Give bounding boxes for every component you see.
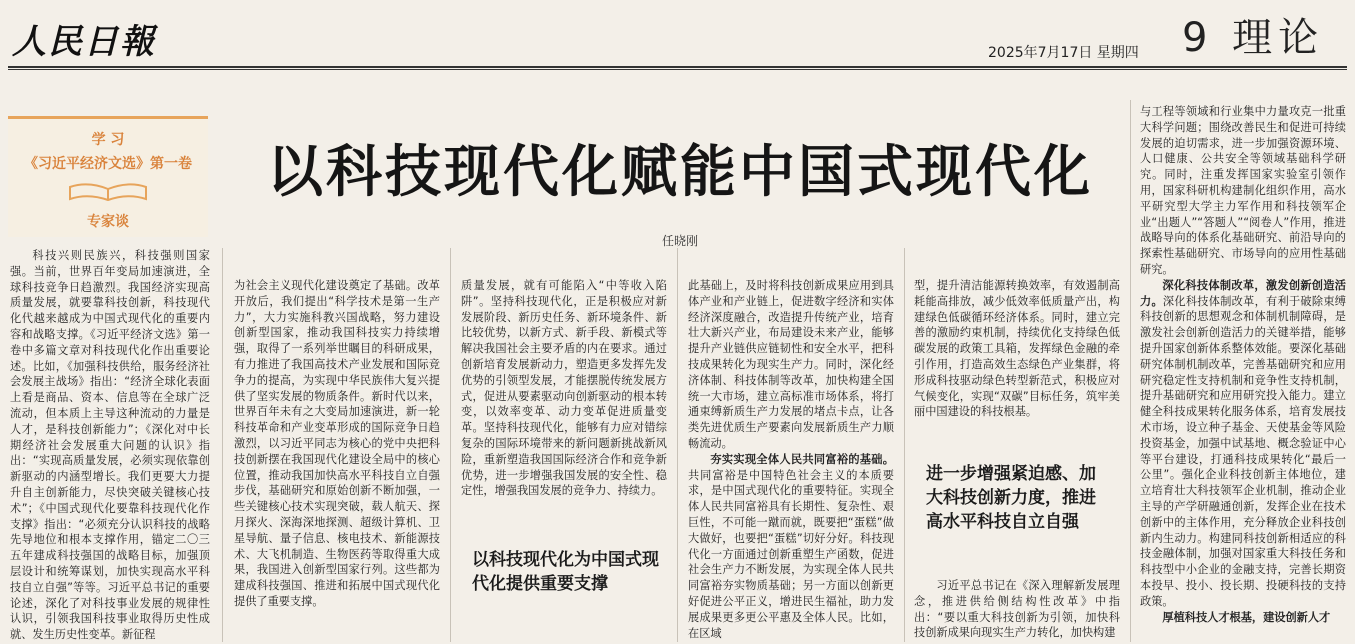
column-4-paragraph	[688, 452, 894, 642]
article-column-1	[10, 248, 210, 642]
open-book-icon	[68, 181, 148, 201]
column-divider	[1130, 100, 1131, 642]
masthead-rule	[8, 66, 1347, 68]
badge-line-book: 《习近平经济文选》第一卷	[24, 156, 192, 172]
badge-line-study: 学 习	[91, 132, 125, 148]
masthead	[0, 0, 1355, 68]
column-divider	[677, 248, 678, 642]
column-6-body: 深化科技体制改革，有利于破除束缚科技创新的思想观念和体制机制障碍，是激发社会创新创造活力的关键举措，能够提升国家创新体系整体效能。要深化基础研究体制机制改革，完善基础研究和应用研究稳定性支持机制和竞争性支持机制，提升基础研究和应用研究投入能力。建立健全科技成果转化服务体系，培育发展技术市场，设立种子基金、天使基金等风险投资基金，加强中试基地、概念验证中心等平台建设，打通科技成果转化“最后一公里”。强化企业科技创新主体地位，建立培育壮大科技领军企业机制，推动企业主导的产学研融通创新，发挥企业在技术创新中的主体作用，充分释放企业科技创新内生动力。构建同科技创新相适应的科技金融体制，加强对国家重大科技任务和科技型中小企业的金融支持，完善长期资本投早、投小、投长期、投硬科技的支持政策。	[1140, 294, 1346, 608]
article-column-5-continued	[914, 578, 1120, 642]
column-6-lead: 深化科技体制改革，激发创新创造活力。	[1140, 278, 1346, 308]
page-section-label: 9 理论	[1182, 15, 1325, 61]
column-4-body: 共同富裕是中国特色社会主义的本质要求，是中国式现代化的重要特征。实现全体人民共同富裕具有长期性、复杂性、艰巨性，不可能一蹴而就，既要把“蛋糕”做大做好，也要把“蛋糕”切好分好。科技现代化一方面通过创新重塑生产函数，促进社会生产力不断发展，为实现全体人民共同富裕夯实物质基础；另一方面以创新更好促进公平正义，增进民生福祉，助力发展成果更多更公平惠及全体人民。比如，在区域	[688, 468, 894, 640]
article-author: 任晓刚	[661, 234, 698, 248]
column-6-text: 与工程等领域和行业集中力量攻克一批重大科学问题；围绕改善民生和促进可持续发展的迫切需求，进一步加强资源环境、人口健康、公共安全等领域基础科学研究。同时，注重发挥国家实验室引领作用，国家科研机构建制化组织作用，高水平研究型大学主力军作用和科技领军企业“出题人”“答题人”“阅卷人”作用，推进战略导向的体系化基础研究、前沿导向的探索性基础研究、市场导向的应用性基础研究。	[1140, 105, 1346, 276]
column-4-lead: 夯实实现全体人民共同富裕的基础。	[710, 452, 894, 466]
column-3-text: 质量发展，就有可能陷入“中等收入陷阱”。坚持科技现代化，正是积极应对新发展阶段、新历史任务、新环境条件、新比较优势，以新方式、新手段、新模式等解决我国社会主要矛盾的内在要求。通过创新培育发展新动力，塑造更多发挥先发优势的引领型发展，才能摆脱传统发展方式，促进从要素驱动向创新驱动的根本转变，以效率变革、动力变革促进质量变革。坚持科技现代化，能够有力应对错综复杂的国际环境带来的新问题新挑战新风险，重新塑造我国国际经济合作和竞争新优势，进一步增强我国发展的安全性、稳定性，增强我国发展的竞争力、持续力。	[461, 279, 667, 498]
column-divider	[450, 248, 451, 642]
column-divider	[904, 248, 905, 642]
article-column-2	[234, 278, 440, 642]
column-6-paragraph	[1140, 278, 1346, 610]
article-column-3	[461, 278, 667, 518]
column-divider	[222, 248, 223, 642]
article-column-5	[914, 278, 1120, 438]
section-subhead-1: 以科技现代化为中国式现代化提供重要支撑	[472, 550, 659, 594]
column-5-text: 型，提升清洁能源转换效率，有效遏制高耗能高排放，减少低效率低质量产出，构建绿色低碳循环经济体系。同时，建立完善的激励约束机制，持续优化支持绿色低碳发展的政策工具箱，发挥绿色金融的牵引作用，打造高效生态绿色产业集群，将形成科技驱动绿色转型新范式，积极应对气候变化，实现“双碳”目标任务，筑牢美丽中国建设的科技根基。	[914, 279, 1120, 419]
column-5-text-continued: 习近平总书记在《深入理解新发展理念，推进供给侧结构性改革》中指出：“要以重大科技创新为引领，加快科技创新成果向现实生产力转化，加快构建	[914, 579, 1120, 640]
article-column-4	[688, 278, 894, 642]
badge-line-experts: 专家谈	[87, 214, 129, 230]
article-headline: 以科技现代化赋能中国式现代化	[267, 140, 1093, 205]
column-6-tail-lead: 厚植科技人才根基，建设创新人才	[1162, 610, 1331, 624]
column-2-text: 为社会主义现代化建设奠定了基础。改革开放后，我们提出“科学技术是第一生产力”，大力实施科教兴国战略，努力建设创新型国家，推动我国科技实力持续增强，取得了一系列举世瞩目的科研成果，有力推进了我国高技术产业发展和国际竞争力的提高，为实现中华民族伟大复兴提供了坚实发展的物质条件。新时代以来，世界百年未有之大变局加速演进，新一轮科技革命和产业变革形成的国际竞争日趋激烈，以习近平同志为核心的党中央把科技创新摆在我国现代化建设全局中的核心位置，推动我国加快高水平科技自立自强步伐，基础研究和原始创新不断加强，一些关键核心技术实现突破，载人航天、探月探火、深海深地探测、超级计算机、卫星导航、量子信息、核电技术、新能源技术、大飞机制造、生物医药等取得重大成果，我国进入创新型国家行列。这些都为建成科技强国、推进和拓展中国式现代化提供了重要支撑。	[234, 279, 440, 608]
dateline: 2025年7月17日 星期四	[988, 45, 1139, 61]
column-4-text: 此基础上，及时将科技创新成果应用到具体产业和产业链上，促进数字经济和实体经济深度融合，改造提升传统产业，培育壮大新兴产业，布局建设未来产业，能够提升产业链供应链韧性和安全水平，把科技成果转化为现实生产力。同时，深化经济体制、科技体制等改革，加快构建全国统一大市场，建立高标准市场体系，将打通束缚新质生产力发展的堵点卡点，让各类先进优质生产要素向发展新质生产力顺畅流动。	[688, 279, 894, 450]
column-badge	[8, 116, 208, 237]
newspaper-logo: 人民日報	[12, 22, 156, 62]
article-column-6	[1140, 104, 1346, 642]
section-subhead-2: 进一步增强紧迫感、加大科技创新力度，推进高水平科技自立自强	[926, 464, 1096, 532]
masthead-rule-thin	[8, 69, 1347, 70]
column-1-text: 科技兴则民族兴，科技强则国家强。当前，世界百年变局加速演进，全球科技竞争日趋激烈。我国经济实现高质量发展，就要靠科技创新，科技现代化代越来越成为中国式现代化的重要内容和战略支撑。《习近平经济文选》第一卷中多篇文章对科技现代化作出重要论述。比如，《加强科技供给，服务经济社会发展主战场》指出：“经济全球化表面上看是商品、资本、信息等在全球广泛流动，但本质上主导这种流动的力量是人才，是科技创新能力”；《深化对中长期经济社会发展重大问题的认识》指出：“实现高质量发展，必须实现依靠创新驱动的内涵型增长。我们更要大力提升自主创新能力，尽快突破关键核心技术”；《中国式现代化要靠科技现代化作支撑》指出：“必须充分认识科技的战略先导地位和根本支撑作用，锚定二〇三五年建成科技强国的战略目标，加强顶层设计和统筹谋划，加快实现高水平科技自立自强”等等。习近平总书记的重要论述，深化了对科技事业发展的规律性认识，引领我国科技事业取得历史性成就、发生历史性变革。新征程	[10, 249, 210, 642]
